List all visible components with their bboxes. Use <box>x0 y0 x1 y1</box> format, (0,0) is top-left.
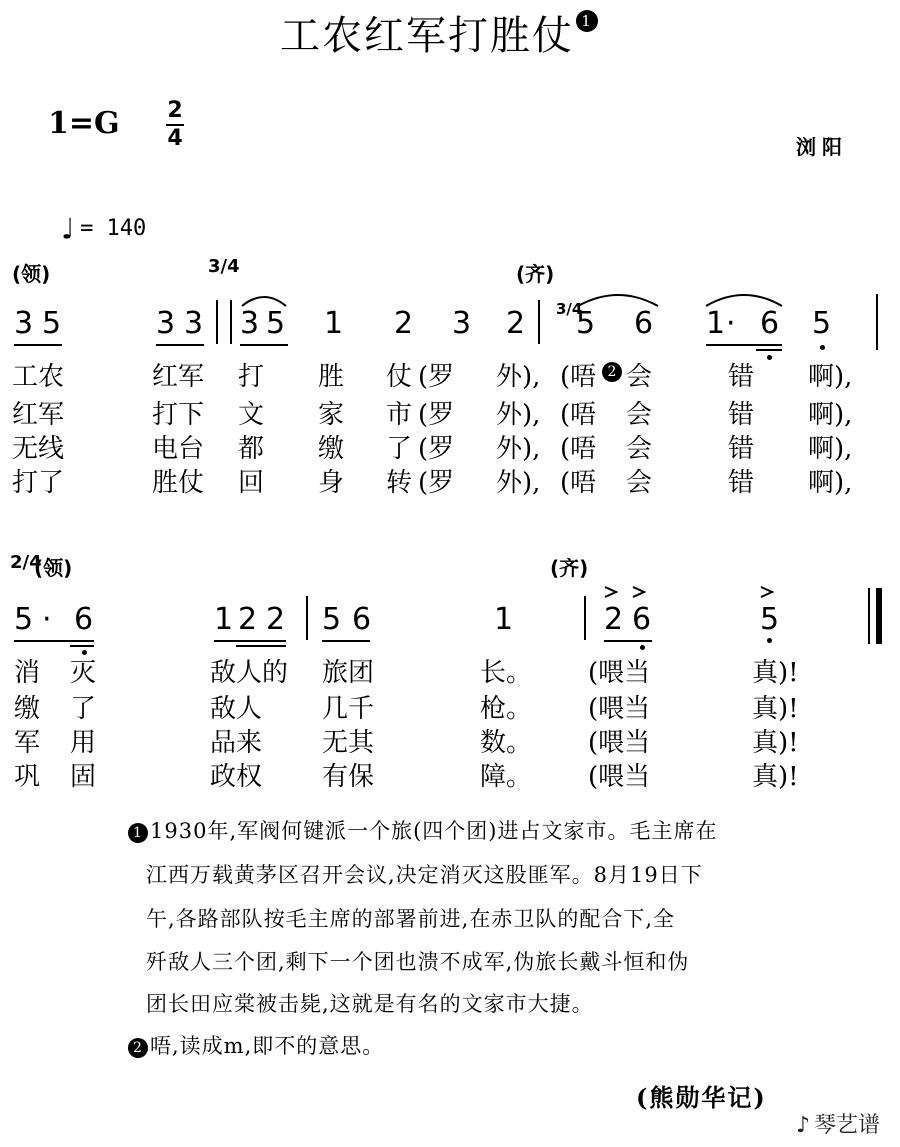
note: 5 <box>42 306 62 341</box>
lyric: 回 <box>238 468 265 498</box>
footnote-text: 1930年,军阀何键派一个旅(四个团)进占文家市。毛主席在 <box>150 819 718 843</box>
lyric: (喂当 <box>588 658 651 688</box>
beam <box>604 640 652 642</box>
lyric: 巩 <box>14 762 41 792</box>
note-dot: · <box>42 602 52 637</box>
note: 3 <box>14 306 34 341</box>
lyric: 错 <box>728 362 755 392</box>
lyric: 消 <box>14 658 41 688</box>
lyric: 真)! <box>752 728 799 758</box>
time-signature <box>166 98 184 152</box>
beam <box>756 349 782 351</box>
octave-dot <box>767 638 772 643</box>
lyric: 固 <box>70 762 97 792</box>
chorus-label-2: (齐) <box>550 556 589 580</box>
note: 6 <box>632 602 652 637</box>
lyric: 缴 <box>14 694 41 724</box>
note: 5 <box>266 306 286 341</box>
beam <box>156 344 204 346</box>
transcriber-credit: (熊勋华记) <box>636 1083 767 1112</box>
lyric: 旅团 <box>322 658 375 688</box>
lyric: 转 <box>386 468 413 498</box>
lyric: 胜仗 <box>152 468 205 498</box>
beam <box>240 344 288 346</box>
tempo-value: = 140 <box>80 216 147 241</box>
title-text: 工农红军打胜仗 <box>280 13 574 59</box>
lyric: 市 <box>386 400 413 430</box>
chorus-label-1: (齐) <box>516 262 555 286</box>
slur <box>576 290 660 308</box>
barline <box>538 300 540 344</box>
note: 5 <box>576 306 596 341</box>
final-barline-thick <box>876 588 882 644</box>
lyric: 品来 <box>210 728 263 758</box>
barline <box>216 300 218 344</box>
note: 3 <box>452 306 472 341</box>
beam <box>322 640 370 642</box>
note: 1 <box>706 306 726 341</box>
lyric: (罗 <box>418 434 455 464</box>
lyric: 外), <box>496 434 541 464</box>
note: 6 <box>760 306 780 341</box>
footnote-text: 歼敌人三个团,剩下一个团也溃不成军,伪旅长戴斗恒和伪 <box>146 950 690 974</box>
note: 2 <box>506 306 526 341</box>
lyric: 啊), <box>808 362 853 392</box>
lyric: 会 <box>626 400 653 430</box>
note: 6 <box>74 602 94 637</box>
note-dot: · <box>726 306 736 341</box>
lyric: 几千 <box>322 694 375 724</box>
watermark-logo <box>796 1108 880 1139</box>
beam <box>70 645 94 647</box>
lyric: 打 <box>238 362 265 392</box>
lyric: (罗 <box>418 468 455 498</box>
lyric: 啊), <box>808 400 853 430</box>
lyric: 缴 <box>318 434 345 464</box>
note: 5 <box>812 306 832 341</box>
logo-icon: ♪ <box>796 1113 811 1138</box>
lyric: (喂当 <box>588 762 651 792</box>
time-signature-top: 2 <box>167 98 183 123</box>
lyric: 身 <box>318 468 345 498</box>
lyric: 啊), <box>808 434 853 464</box>
note: 1 <box>324 306 344 341</box>
lyric: 了 <box>386 434 413 464</box>
lyric: 家 <box>318 400 345 430</box>
lyric: 会 <box>626 468 653 498</box>
meter-change-inline: 3/4 <box>556 300 583 318</box>
meter-change-1: 3/4 <box>208 256 240 277</box>
beam <box>706 344 782 346</box>
barline <box>584 596 586 640</box>
lyric: 有保 <box>322 762 375 792</box>
accent-mark <box>760 586 774 598</box>
footnote-text: 唔,读成m,即不的意思。 <box>150 1034 385 1058</box>
footnote-text: 团长田应棠被击毙,这就是有名的文家市大捷。 <box>146 992 594 1016</box>
lyric: 了 <box>70 694 97 724</box>
footnote-1-line <box>128 815 718 845</box>
note: 2 <box>238 602 258 637</box>
lyric: 真)! <box>752 762 799 792</box>
lyric: 文 <box>238 400 265 430</box>
lyric: 错 <box>728 468 755 498</box>
lyric: 无其 <box>322 728 375 758</box>
lyric: 数。 <box>480 728 533 758</box>
footnote-text: 午,各路部队按毛主席的部署前进,在赤卫队的配合下,全 <box>146 907 676 931</box>
note: 6 <box>352 602 372 637</box>
lyric: 胜 <box>318 362 345 392</box>
lyric: 敌人 <box>210 694 263 724</box>
lyric: 电台 <box>152 434 205 464</box>
barline <box>306 596 308 640</box>
lyric: 都 <box>238 434 265 464</box>
lyric: 障。 <box>480 762 533 792</box>
lyric: 错 <box>728 400 755 430</box>
accent-mark <box>632 586 646 598</box>
lyric: 敌人的 <box>210 658 289 688</box>
footnote-2-mark: 2 <box>128 1038 148 1058</box>
beam <box>14 640 94 642</box>
watermark-text: 琴艺谱 <box>814 1113 881 1138</box>
beam <box>236 645 286 647</box>
lyric: 枪。 <box>480 694 533 724</box>
region-label: 浏阳 <box>796 135 848 159</box>
lyric: (唔 <box>560 434 597 464</box>
slur <box>240 292 288 308</box>
note: 2 <box>266 602 286 637</box>
lyric: 外), <box>496 468 541 498</box>
note: 2 <box>394 306 414 341</box>
beam <box>14 344 62 346</box>
lyric: (罗 <box>418 362 455 392</box>
octave-dot <box>767 355 772 360</box>
lyric: 灭 <box>70 658 97 688</box>
lyric: 红军 <box>12 400 65 430</box>
lyric: (罗 <box>418 400 455 430</box>
lyric: 会 <box>626 434 653 464</box>
lyric: 真)! <box>752 658 799 688</box>
footnote-2-line <box>128 1030 384 1060</box>
song-title <box>280 4 598 61</box>
tempo-marking <box>58 212 146 247</box>
note: 3 <box>156 306 176 341</box>
lyric: 政权 <box>210 762 263 792</box>
octave-dot <box>640 645 645 650</box>
lyric: 错 <box>728 434 755 464</box>
note: 1 <box>214 602 234 637</box>
footnote-1-mark: 1 <box>128 823 148 843</box>
note: 3 <box>184 306 204 341</box>
lyric: (唔 <box>560 468 597 498</box>
lead-label-1: (领) <box>12 262 51 286</box>
quarter-note-icon: ♩ <box>58 212 77 247</box>
lyric: 打了 <box>12 468 65 498</box>
lyric: 长。 <box>480 658 533 688</box>
lyric: 真)! <box>752 694 799 724</box>
time-signature-bottom: 4 <box>167 126 183 151</box>
final-barline-thin <box>868 588 870 644</box>
lyric: 无线 <box>12 434 65 464</box>
lyric: 啊), <box>808 468 853 498</box>
title-footnote-mark: 1 <box>576 10 598 32</box>
slur <box>704 290 784 308</box>
accent-mark <box>604 586 618 598</box>
note: 5 <box>760 602 780 637</box>
lyric: 仗 <box>386 362 413 392</box>
lyric: (唔 <box>560 400 597 430</box>
lyric: 打下 <box>152 400 205 430</box>
note: 5 <box>14 602 34 637</box>
note: 6 <box>634 306 654 341</box>
beam <box>214 640 286 642</box>
lyric: 军 <box>14 728 41 758</box>
barline <box>876 294 878 350</box>
lyric: (喂当 <box>588 694 651 724</box>
note: 2 <box>604 602 624 637</box>
footnote-text: 江西万载黄茅区召开会议,决定消灭这股匪军。8月19日下 <box>146 863 703 887</box>
lyric-footnote-mark: 2 <box>602 362 622 382</box>
key-signature: 1=G <box>48 106 120 141</box>
note: 1 <box>494 602 514 637</box>
lead-label-2: (领) <box>34 556 73 580</box>
lyric: 外), <box>496 362 541 392</box>
lyric: 用 <box>70 728 97 758</box>
note: 5 <box>322 602 342 637</box>
lyric: 外), <box>496 400 541 430</box>
lyric: 红军 <box>152 362 205 392</box>
octave-dot <box>820 345 825 350</box>
barline <box>230 300 232 344</box>
lyric: 会 <box>626 362 653 392</box>
lyric: (唔 <box>560 362 597 392</box>
lyric: (喂当 <box>588 728 651 758</box>
lyric: 工农 <box>12 362 65 392</box>
meter-change-2: 2/4 <box>10 552 42 573</box>
note: 3 <box>240 306 260 341</box>
